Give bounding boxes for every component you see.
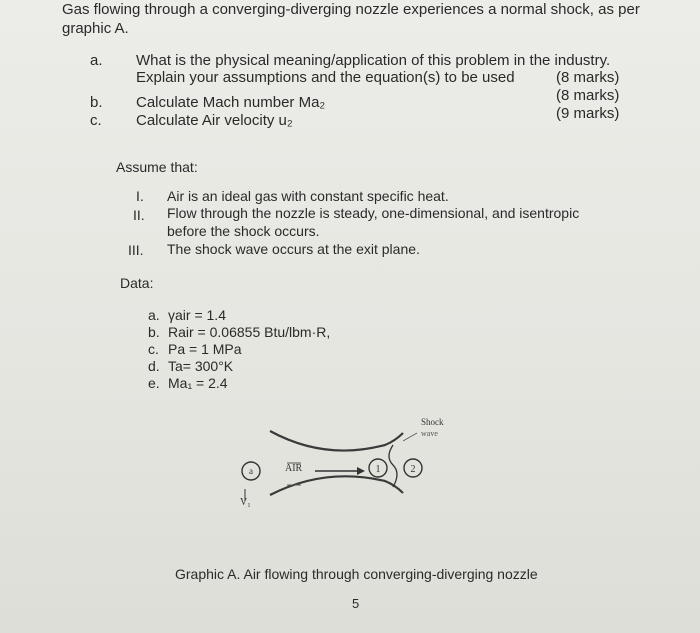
assumption-text: Air is an ideal gas with constant specific heat. <box>167 188 449 204</box>
question-text-line2: Explain your assumptions and the equation(s) to be used <box>136 69 515 86</box>
question-text: Calculate Air velocity u₂ <box>136 112 293 129</box>
assumption-text: The shock wave occurs at the exit plane. <box>167 241 420 257</box>
question-b <box>90 93 570 113</box>
wave-label: wave <box>421 429 438 438</box>
question-a <box>90 51 630 91</box>
velocity-label: V₁ <box>240 497 251 508</box>
question-letter: b. <box>90 94 103 111</box>
data-item-mach: Ma₁ = 2.4 <box>168 375 228 391</box>
question-text: Calculate Mach number Ma₂ <box>136 94 326 111</box>
assumption-num: I. <box>136 188 144 204</box>
shock-pointer <box>403 433 417 441</box>
data-item-gamma: γair = 1.4 <box>168 307 226 323</box>
data-heading: Data: <box>120 275 154 291</box>
data-item-temperature: Ta= 300°K <box>168 358 234 374</box>
data-item-letter: d. <box>148 358 160 374</box>
question-letter: c. <box>90 112 102 129</box>
data-item-letter: c. <box>148 341 159 357</box>
problem-intro: Gas flowing through a converging-diverging nozzle experiences a normal shock, as per graphic A. <box>62 1 640 37</box>
shock-label: Shock <box>421 417 444 427</box>
question-letter: a. <box>90 52 103 69</box>
station-a-label: a <box>249 466 253 476</box>
assumption-text: Flow through the nozzle is steady, one-dimensional, and isentropic <box>167 205 580 221</box>
assume-heading: Assume that: <box>116 159 198 175</box>
marks-c: (9 marks) <box>556 105 620 122</box>
data-item-gas-constant: Rair = 0.06855 Btu/lbm·R, <box>168 324 331 340</box>
data-item-letter: b. <box>148 324 160 340</box>
data-item-letter: a. <box>148 307 160 323</box>
question-text-line1: What is the physical meaning/application of this problem in the industry. <box>136 52 611 69</box>
page-number: 5 <box>352 596 360 611</box>
question-c <box>90 111 570 131</box>
nozzle-upper-wall <box>270 431 403 451</box>
shock-wave-line <box>389 445 397 487</box>
flow-arrow-head <box>357 467 365 475</box>
assumption-text-cont: before the shock occurs. <box>167 223 320 239</box>
station-1-label: 1 <box>375 464 381 475</box>
marks-b: (8 marks) <box>556 87 620 104</box>
nozzle-diagram <box>225 405 485 525</box>
figure-caption: Graphic A. Air flowing through converging-diverging nozzle <box>175 566 538 582</box>
assumption-num: II. <box>133 207 145 223</box>
assumption-num: III. <box>128 242 144 258</box>
data-item-letter: e. <box>148 375 160 391</box>
station-2-label: 2 <box>410 464 416 475</box>
data-item-pressure: Pa = 1 MPa <box>168 341 242 357</box>
marks-a: (8 marks) <box>556 69 620 86</box>
air-label: AIR <box>285 463 303 474</box>
nozzle-lower-wall <box>270 476 403 495</box>
